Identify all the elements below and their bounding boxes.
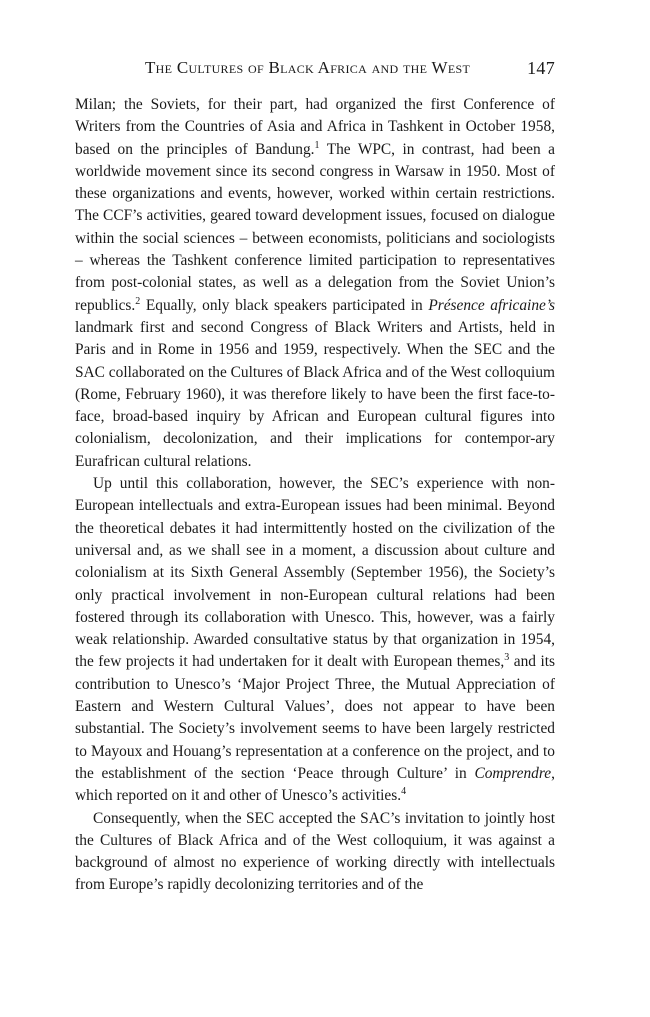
text-run: Up until this collaboration, however, the SEC’s experience with non-European intellectuals and extra-European issues had been minimal. Beyond the theoretical debates it had intermittently hosted on the civilization of the universal and, as we shall see in a moment, a discussion about culture and colonialism at its Sixth General Assembly (September 1956), the Society’s only practical involvement in non-European cultural relations had been fostered through its collaboration with Unesco. This, however, was a fairly weak relationship. Awarded consultative status by that organization in 1954, the few projects it had undertaken for it dealt with European themes, [75,475,555,671]
text-run: Consequently, when the SEC accepted the SAC’s invitation to jointly host the Cultures of Black Africa and of the West colloquium, it was against a background of almost no experience of working directly with intellectuals from Europe’s rapidly decolonizing territories and of the [75,809,555,894]
running-header [145,52,555,82]
text-run: Milan; the Soviets, for their part, had organized the first Conference of Writers from the Countries of Asia and Africa in Tashkent in October 1958, based on the principles of Bandung. [75,96,555,158]
journal-title-presence-africaine: Présence africaine’s [428,296,555,314]
running-title: The Cultures of Black Africa and the West [145,58,471,77]
text-run: , which reported on it and other of Unesco’s activities. [75,764,555,805]
footnote-marker-1: 1 [314,139,320,151]
page-number: 147 [527,58,555,78]
journal-title-comprendre: Comprendre [474,764,552,782]
footnote-marker-4: 4 [401,786,407,798]
text-run: The WPC, in contrast, had been a worldwide movement since its second congress in Warsaw in 1950. Most of these organizations and events, however, worked within certain restrictions. The CCF’s activities, geared toward development issues, focused on dialogue within the social sciences – between economists, politicians and sociologists – whereas the Tashkent conference limited participation to representatives from post-colonial states, as well as a delegation from the Soviet Union’s republics. [75,140,556,314]
text-run: Equally, only black speakers participated in [140,296,429,314]
body-text [75,94,555,897]
paragraph-1 [75,94,555,473]
text-run: and its contribution to Unesco’s ‘Major Project Three, the Mutual Appreciation of Eastern and Western Cultural Values’, does not appear to have been substantial. The Society’s involvement seems to have been largely restricted to Mayoux and Houang’s representation at a conference on the project, and to the establishment of the section ‘Peace through Culture’ in [75,653,555,782]
footnote-marker-2: 2 [135,295,141,307]
paragraph-3 [75,808,555,897]
footnote-marker-3: 3 [504,652,510,664]
text-run: landmark first and second Congress of Black Writers and Artists, held in Paris and in Rome in 1956 and 1959, respectively. When the SEC and the SAC collaborated on the Cultures of Black Africa and of the West colloquium (Rome, February 1960), it was therefore likely to have been the first face-to-face, broad-based inquiry by African and European cultural figures into colonialism, decolonization, and their implications for contempor-ary Eurafrican cultural relations. [75,318,555,470]
paragraph-2 [75,473,555,807]
